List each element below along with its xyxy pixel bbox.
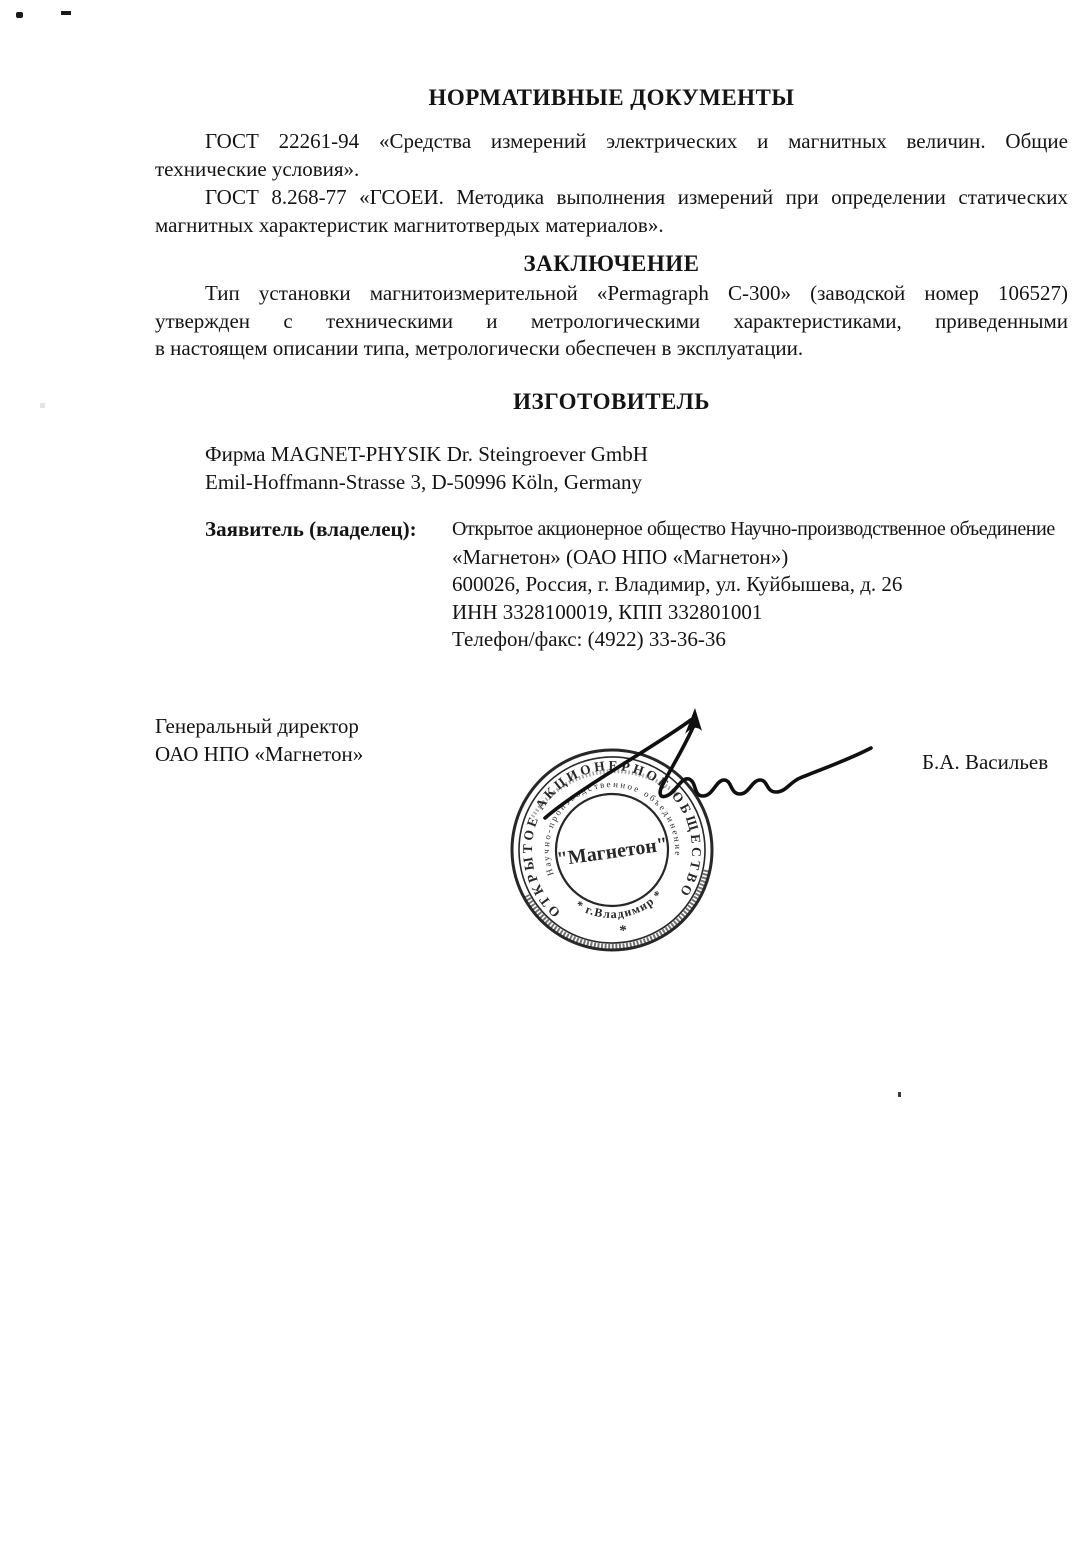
- conclusion-line-1: Тип установки магнитоизмерительной «Permagraph C-300» (заводской номер 106527): [205, 281, 1068, 305]
- stamp-inner-ring-text: Научно-производственное объединение: [540, 778, 684, 878]
- applicant-phone: Телефон/факс: (4922) 33-36-36: [452, 627, 726, 651]
- applicant-org-line-1: Открытое акционерное общество Научно-производственное объединение: [452, 518, 1055, 540]
- gost-paragraph-1-line-1: ГОСТ 22261-94 «Средства измерений электрических и магнитных величин. Общие: [205, 129, 1068, 153]
- signatory-name: Б.А. Васильев: [922, 750, 1049, 774]
- conclusion-line-2: утвержден с техническими и метрологическими характеристиками, приведенными: [155, 308, 1068, 333]
- scan-artifact-speck: [40, 403, 45, 408]
- manufacturer-block: [205, 440, 1068, 496]
- gost-paragraph-2: [155, 184, 1068, 239]
- stamp-center-text: "Магнетон": [555, 833, 670, 871]
- conclusion-paragraph: [155, 280, 1068, 363]
- signatory-role-line-1: Генеральный директор: [155, 714, 359, 738]
- stamp-city-text: * г.Владимир *: [573, 886, 666, 922]
- manufacturer-heading: ИЗГОТОВИТЕЛЬ: [513, 389, 710, 414]
- scan-artifact-dot-small: [898, 1092, 901, 1097]
- stamp-bottom-star: *: [618, 922, 629, 940]
- gost-paragraph-1-line-2: технические условия».: [155, 156, 360, 181]
- conclusion-line-3: в настоящем описании типа, метрологически обеспечен в эксплуатации.: [155, 336, 804, 360]
- gost-paragraph-1: [155, 128, 1068, 183]
- applicant-label: Заявитель (владелец):: [205, 517, 417, 541]
- scan-artifact-dot: [16, 12, 23, 18]
- signature-stroke: [545, 719, 871, 818]
- conclusion-heading: ЗАКЛЮЧЕНИЕ: [523, 251, 700, 276]
- applicant-address: 600026, Россия, г. Владимир, ул. Куйбышева, д. 26: [452, 572, 903, 596]
- applicant-block: [155, 516, 1068, 654]
- gost-paragraph-2-line-1: ГОСТ 8.268-77 «ГСОЕИ. Методика выполнения измерений при определении статических: [205, 185, 1068, 209]
- gost-paragraph-2-line-2: магнитных характеристик магнитотвердых материалов».: [155, 212, 664, 237]
- manufacturer-address: Emil-Hoffmann-Strasse 3, D-50996 Köln, Germany: [205, 470, 643, 494]
- handwritten-signature: [530, 670, 890, 820]
- manufacturer-name: Фирма MAGNET-PHYSIK Dr. Steingroever GmbH: [205, 442, 648, 466]
- signatory-role-line-2: ОАО НПО «Магнетон»: [155, 742, 364, 766]
- applicant-inn-kpp: ИНН 3328100019, КПП 332801001: [452, 599, 763, 624]
- normative-documents-heading: НОРМАТИВНЫЕ ДОКУМЕНТЫ: [428, 85, 795, 110]
- scan-artifact-dash: [61, 11, 71, 15]
- applicant-org-line-2: «Магнетон» (ОАО НПО «Магнетон»): [452, 544, 789, 569]
- stamp-outer-ring-text: ОТКРЫТОЕ АКЦИОНЕРНОЕ ОБЩЕСТВО: [519, 757, 705, 921]
- applicant-values: [452, 516, 1068, 654]
